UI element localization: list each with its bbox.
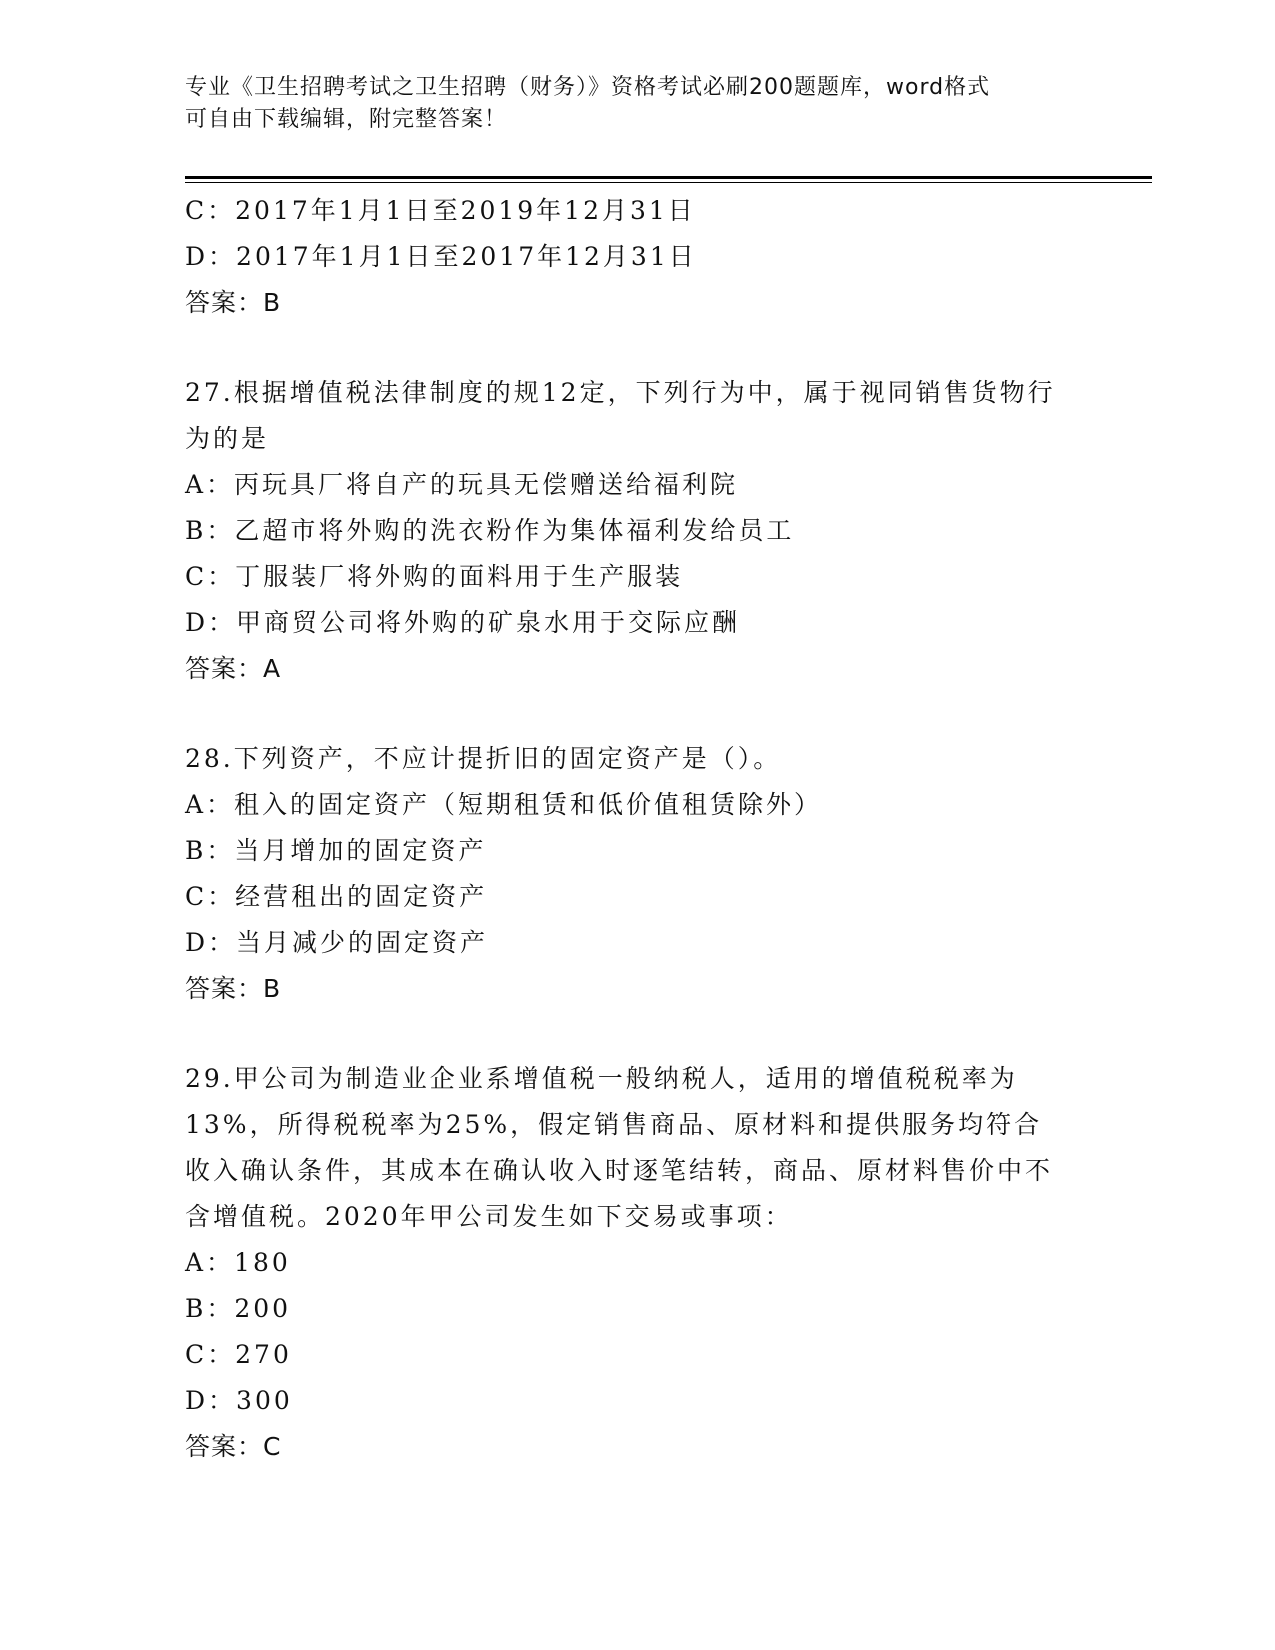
- header-rule-thin: [185, 182, 1152, 183]
- option-a: A：180: [185, 1248, 291, 1277]
- option-c: C：2017年1月1日至2019年12月31日: [185, 196, 696, 225]
- answer-line: 答案：B: [185, 974, 282, 1003]
- option-d: D：300: [185, 1386, 293, 1415]
- option-d: D：甲商贸公司将外购的矿泉水用于交际应酬: [185, 608, 741, 637]
- header-rule-thick: [185, 176, 1152, 179]
- option-d: D：当月减少的固定资产: [185, 928, 489, 957]
- question-29: [185, 1056, 1085, 1470]
- option-c: C：丁服装厂将外购的面料用于生产服装: [185, 562, 684, 591]
- question-28: [185, 736, 1085, 1012]
- answer-line: 答案：B: [185, 288, 282, 317]
- question-stem: 29.甲公司为制造业企业系增值税一般纳税人，适用的增值税税率为13%，所得税税率为25%，假定销售商品、原材料和提供服务均符合收入确认条件，其成本在确认收入时逐笔结转，商品、原材料售价中不含增值税。2020年甲公司发生如下交易或事项：: [185, 1064, 1054, 1231]
- option-a: A：租入的固定资产（短期租赁和低价值租赁除外）: [185, 790, 823, 819]
- option-a: A：丙玩具厂将自产的玩具无偿赠送给福利院: [185, 470, 739, 499]
- answer-line: 答案：A: [185, 654, 282, 683]
- option-d: D：2017年1月1日至2017年12月31日: [185, 242, 697, 271]
- question-stem: 27.根据增值税法律制度的规12定，下列行为中，属于视同销售货物行为的是: [185, 378, 1056, 453]
- question-27: [185, 370, 1085, 692]
- option-b: B：当月增加的固定资产: [185, 836, 487, 865]
- header-line-2: 可自由下载编辑，附完整答案！: [185, 107, 508, 132]
- question-26-continuation: [185, 188, 1085, 326]
- option-b: B：200: [185, 1294, 292, 1323]
- question-stem: 28.下列资产，不应计提折旧的固定资产是（）。: [185, 744, 782, 773]
- document-body: [185, 188, 1085, 1470]
- option-c: C：270: [185, 1340, 292, 1369]
- header-line-1: 专业《卫生招聘考试之卫生招聘（财务）》资格考试必刷200题题库，word格式: [185, 75, 991, 100]
- answer-line: 答案：C: [185, 1432, 282, 1461]
- option-b: B：乙超市将外购的洗衣粉作为集体福利发给员工: [185, 516, 795, 545]
- option-c: C：经营租出的固定资产: [185, 882, 488, 911]
- document-header: [185, 72, 1065, 136]
